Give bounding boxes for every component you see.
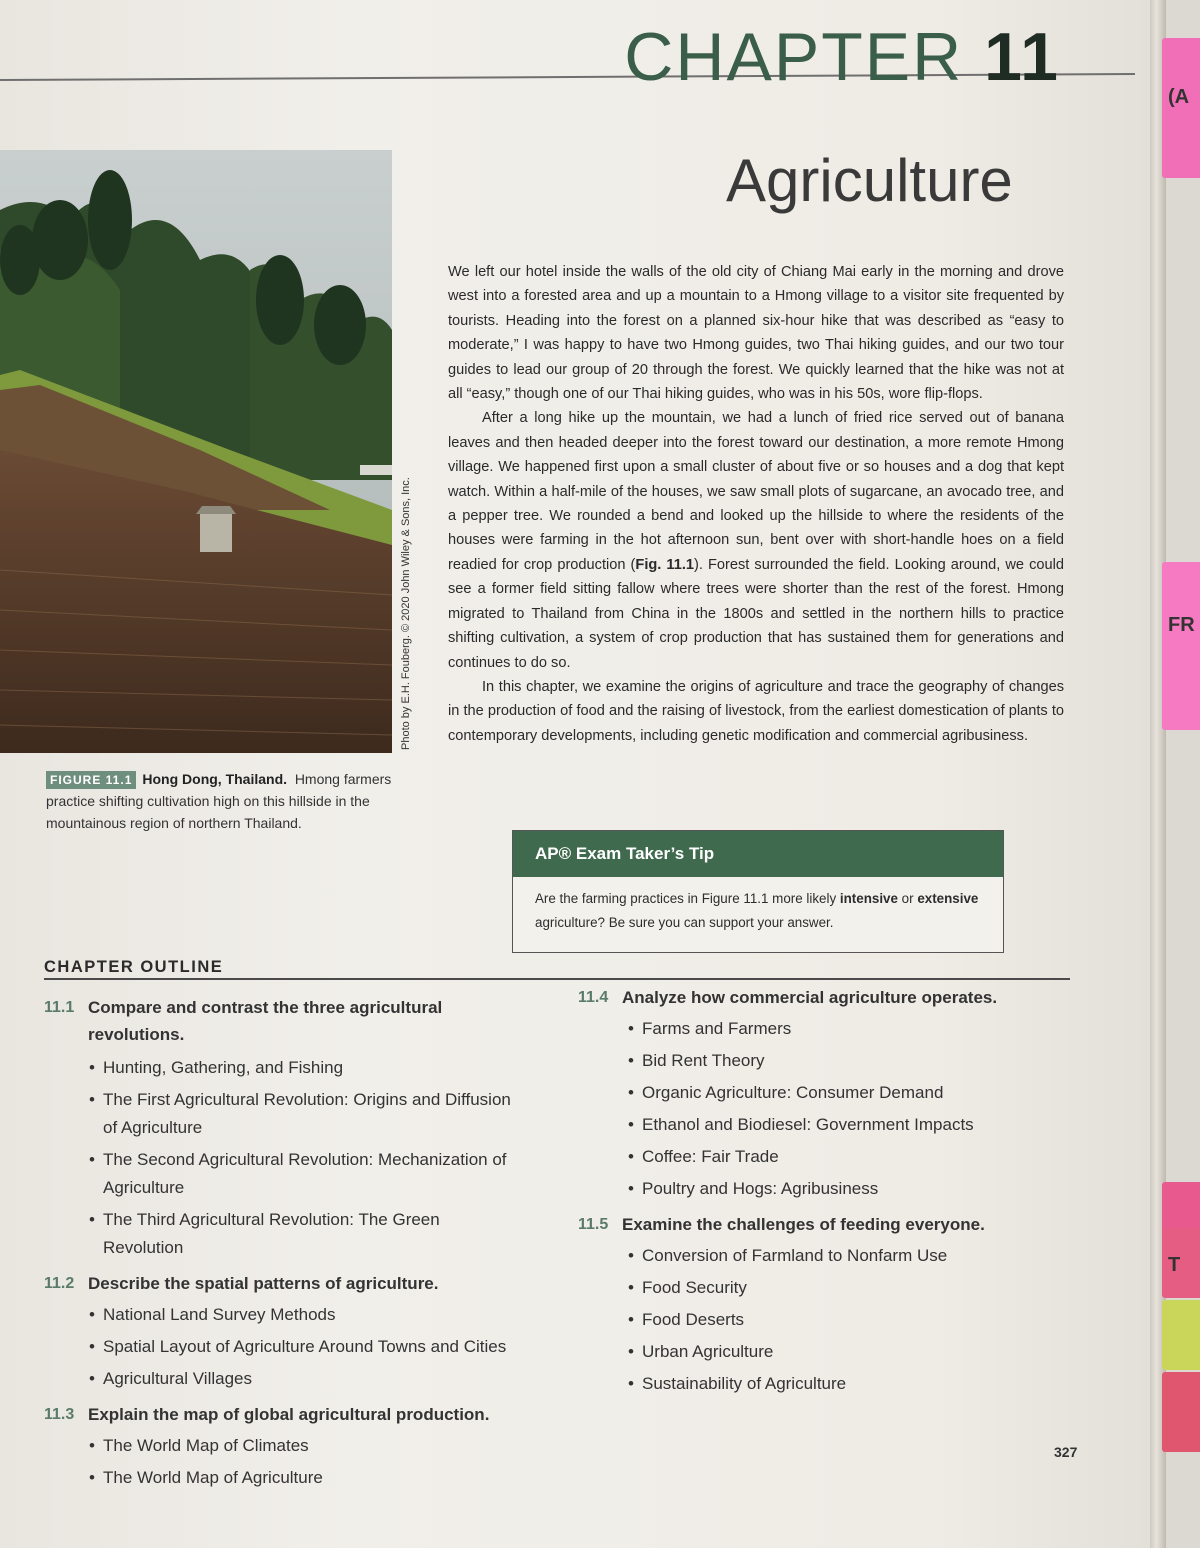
outline-item: • The Third Agricultural Revolution: The Green Revolution [103, 1206, 514, 1266]
outline-item: • Sustainability of Agriculture [642, 1370, 1058, 1402]
outline-section-11-4: 11.4 Analyze how commercial agriculture operates. [578, 988, 998, 1007]
sticky-tab-6 [1162, 1372, 1200, 1452]
outline-rule [44, 978, 1070, 980]
figure-reference: Fig. 11.1 [635, 556, 695, 573]
sticky-tab-5 [1162, 1300, 1200, 1370]
outline-item: • The Second Agricultural Revolution: Mechanization of Agriculture [103, 1146, 514, 1206]
outline-item: • Food Deserts [642, 1306, 1058, 1338]
outline-item: • Hunting, Gathering, and Fishing [103, 1054, 514, 1086]
outline-item: • The World Map of Climates [103, 1432, 514, 1464]
outline-item: • Conversion of Farmland to Nonfarm Use [642, 1242, 1058, 1274]
paragraph-3: In this chapter, we examine the origins of agriculture and trace the geography of changes in the production of food and the raising of livestock, from the earliest domestication of plants to contemporary developments, including genetic modification and commercial agribusiness. [448, 678, 1064, 744]
outline-item: • The First Agricultural Revolution: Origins and Diffusion of Agriculture [103, 1086, 514, 1146]
outline-item: • Coffee: Fair Trade [642, 1143, 1058, 1175]
paragraph-1: We left our hotel inside the walls of the old city of Chiang Mai early in the morning and drove west into a forested area and up a mountain to a Hmong village to a visitor site frequented by tourists. Heading into the forest on a planned six-hour hike that was described as “easy to moderate,” I was happy to have two Hmong guides, two Thai hiking guides, and our two tour guides to lead our group of 20 through the forest. We quickly learned that the hike was not at all “easy,” though one of our Thai hiking guides, who was in his 50s, wore flip-flops. [448, 264, 1064, 403]
outline-item: • The World Map of Agriculture [103, 1464, 514, 1496]
exam-tip-box [512, 830, 1004, 953]
outline-section-11-5: 11.5 Examine the challenges of feeding everyone. [578, 1215, 985, 1234]
outline-item: • Urban Agriculture [642, 1338, 1058, 1370]
outline-item: • Bid Rent Theory [642, 1047, 1058, 1079]
outline-item: • Ethanol and Biodiesel: Government Impacts [642, 1111, 1058, 1143]
chapter-number: 11 [984, 19, 1060, 95]
paragraph-2: After a long hike up the mountain, we had a lunch of fried rice served out of banana leaves and then headed deeper into the forest toward our destination, a more remote Hmong village. We happened first upon a small cluster of about five or so houses and a dog that kept watch. Within a half-mile of the houses, we saw small plots of sugarcane, an avocado tree, and a pepper tree. We rounded a bend and looked up the hillside to where the residents of the houses were farming in the hot afternoon sun, bent over with short-handle hoes on a field readied for crop production (Fig. 11.1). Forest surrounded the field. Looking around, we could see a former field sitting fallow where trees were shorter than the rest of the forest. Hmong migrated to Thailand from China in the 1800s and settled in the northern hills to practice shifting cultivation, a system of crop production that has sustained them for generations and continues to do so. [448, 410, 1064, 671]
figure-caption [46, 768, 406, 834]
chapter-title: Agriculture [726, 147, 1013, 214]
chapter-word: CHAPTER [624, 19, 964, 95]
figure-badge: FIGURE 11.1 [46, 771, 136, 789]
hillside-farm-photo [0, 150, 392, 753]
outline-heading: CHAPTER OUTLINE [44, 958, 224, 976]
outline-column-right [578, 984, 1058, 1402]
exam-tip-text: Are the farming practices in Figure 11.1 more likely intensive or extensive agriculture? Be sure you can support your answer. [535, 891, 979, 930]
outline-item: • Agricultural Villages [103, 1365, 514, 1397]
chapter-label [624, 18, 1060, 96]
figure-title: Hong Dong, Thailand. [142, 771, 288, 787]
outline-item: • Farms and Farmers [642, 1015, 1058, 1047]
outline-item: • National Land Survey Methods [103, 1301, 514, 1333]
outline-item: • Poultry and Hogs: Agribusiness [642, 1175, 1058, 1207]
outline-item: • Food Security [642, 1274, 1058, 1306]
hillside-farm-illustration [0, 150, 392, 753]
sticky-tab-4: T [1162, 1228, 1200, 1298]
sticky-tab-2: FR [1162, 562, 1200, 730]
body-text [448, 260, 1064, 748]
outline-column-left [44, 994, 514, 1496]
exam-tip-heading: AP® Exam Taker’s Tip [513, 831, 1003, 877]
outline-section-11-2: 11.2 Describe the spatial patterns of agriculture. [44, 1274, 439, 1293]
outline-section-11-3: 11.3 Explain the map of global agricultural production. [44, 1405, 490, 1424]
outline-item: • Organic Agriculture: Consumer Demand [642, 1079, 1058, 1111]
sticky-tab-1: (A [1162, 38, 1200, 178]
figure-caption-text: Hmong farmers practice shifting cultivation high on this hillside in the mountainous region of northern Thailand. [46, 771, 392, 831]
page-number: 327 [1054, 1444, 1078, 1460]
photo-credit: Photo by E.H. Fouberg. © 2020 John Wiley & Sons, Inc. [400, 477, 412, 750]
outline-item: • Spatial Layout of Agriculture Around Towns and Cities [103, 1333, 514, 1365]
outline-section-11-1: 11.1 Compare and contrast the three agricultural revolutions. [44, 998, 443, 1044]
